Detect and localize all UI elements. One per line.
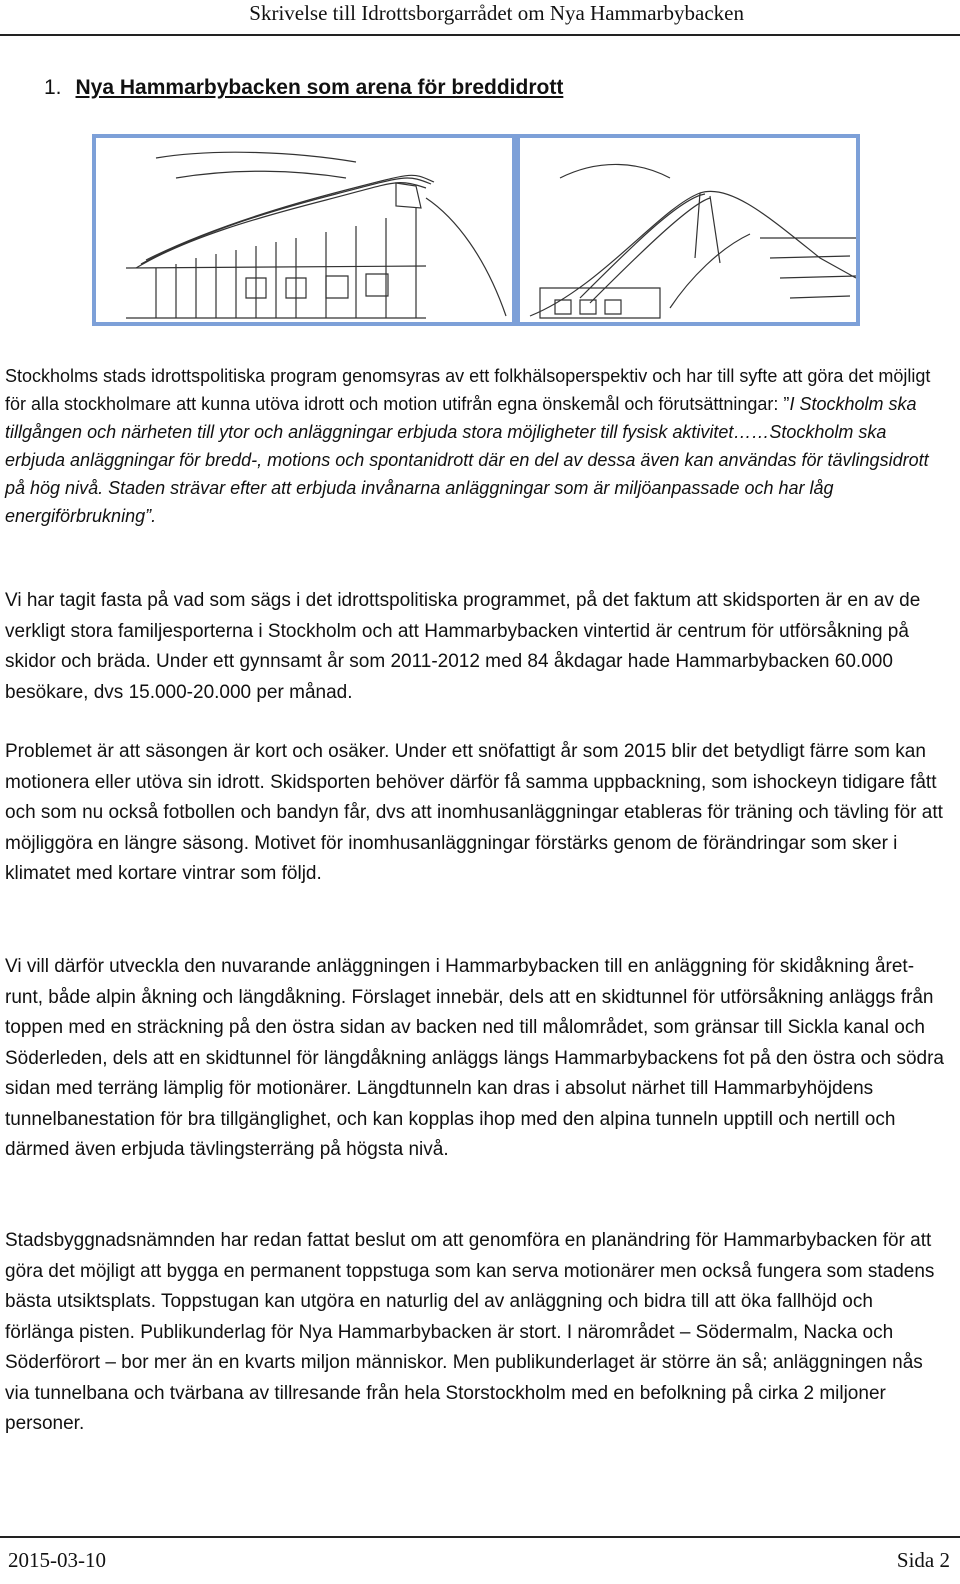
intro-paragraph: [5, 362, 945, 530]
page-header: [0, 0, 960, 36]
paragraph-skidsport: Vi har tagit fasta på vad som sägs i det idrottspolitiska programmet, på det faktum att skidsporten är en av de verkligt stora familjesporterna i Stockholm och att Hammarbybacken vintertid är centrum för utförsåkning på skidor och bräda. Under ett gynnsamt år som 2011-2012 med 84 åkdagar hade Hammarbybacken 60.000 besökare, dvs 15.000-20.000 per månad.: [5, 590, 921, 703]
footer-page-number: Sida 2: [896, 1548, 950, 1572]
section-title: Nya Hammarbybacken som arena för breddidrott: [75, 76, 564, 99]
paragraph-planning: Stadsbyggnadsnämnden har redan fattat beslut om att genomföra en planändring för Hammarbybacken för att göra det möjligt att bygga en permanent toppstuga som kan serva motionärer men också fungera som stadens bästa utsiktsplats. Toppstugan kan utgöra en naturlig del av anläggning och bidra till att öka fallhöjd och förlänga pisten. Publikunderlag för Nya Hammarbybacken är stort. I närområdet – Södermalm, Nacka och Söderförort – bor mer än en kvarts miljon människor. Men publikunderlaget är större än så; anläggningen nås via tunnelbana och tvärbana av tillresande från hela Storstockholm med en befolkning på cirka 2 miljoner personer.: [5, 1230, 935, 1434]
sketch-hill-image: [516, 134, 860, 326]
intro-text: Stockholms stads idrottspolitiska program genomsyras av ett folkhälsoperspektiv och har till syfte att göra det möjligt för alla stockholmare att kunna utöva idrott och motion utifrån egna önskemål och förutsättningar: ”: [5, 366, 931, 414]
header-title: Skrivelse till Idrottsborgarrådet om Nya Hammarbybacken: [249, 1, 744, 25]
paragraph-problem: Problemet är att säsongen är kort och osäker. Under ett snöfattigt år som 2015 blir det betydligt färre som kan motionera eller utöva sin idrott. Skidsporten behöver därför få samma uppbackning, som ishockeyn tidigare fått och som nu också fotbollen och bandyn får, dvs att inomhusanläggningar etableras för träning och tävling för att möjliggöra en längre säsong. Motivet för inomhusanläggningar förstärks genom de förändringar som sker i klimatet med kortare vintrar som följd.: [5, 741, 943, 884]
intro-quote: I Stockholm ska tillgången och närheten till ytor och anläggningar erbjuda stora möjligheter till fysisk aktivitet……Stockholm ska erbjuda anläggningar för bredd-, motions och spontanidrott där en del av dessa även kan användas för tävlingsidrott på hög nivå. Staden strävar efter att erbjuda invånarna anläggningar som är miljöanpassade och har låg energiförbrukning”.: [5, 394, 929, 526]
section-heading: [44, 76, 563, 100]
sketch-building-image: [92, 134, 516, 326]
page-footer: [0, 1536, 960, 1584]
sketch-figures: [92, 134, 868, 330]
section-number: 1.: [44, 76, 62, 99]
paragraph-proposal: Vi vill därför utveckla den nuvarande anläggningen i Hammarbybacken till en anläggning för skidåkning året-runt, både alpin åkning och längdåkning. Förslaget innebär, dels att en skidtunnel för utförsåkning anläggs från toppen med en sträckning på den östra sidan av backen ned till målområdet, som gränsar till Sickla kanal och Söderleden, dels att en skidtunnel för längdåkning anläggs längs Hammarbybackens fot på den östra och södra sidan med terräng lämplig för motionärer. Längdtunneln kan dras i absolut närhet till Hammarbyhöjdens tunnelbanestation för bra tillgänglighet, och kan kopplas ihop med den alpina tunneln upptill och nertill och därmed även erbjuda tävlingsterräng på högsta nivå.: [5, 956, 944, 1160]
footer-date: 2015-03-10: [8, 1548, 106, 1572]
